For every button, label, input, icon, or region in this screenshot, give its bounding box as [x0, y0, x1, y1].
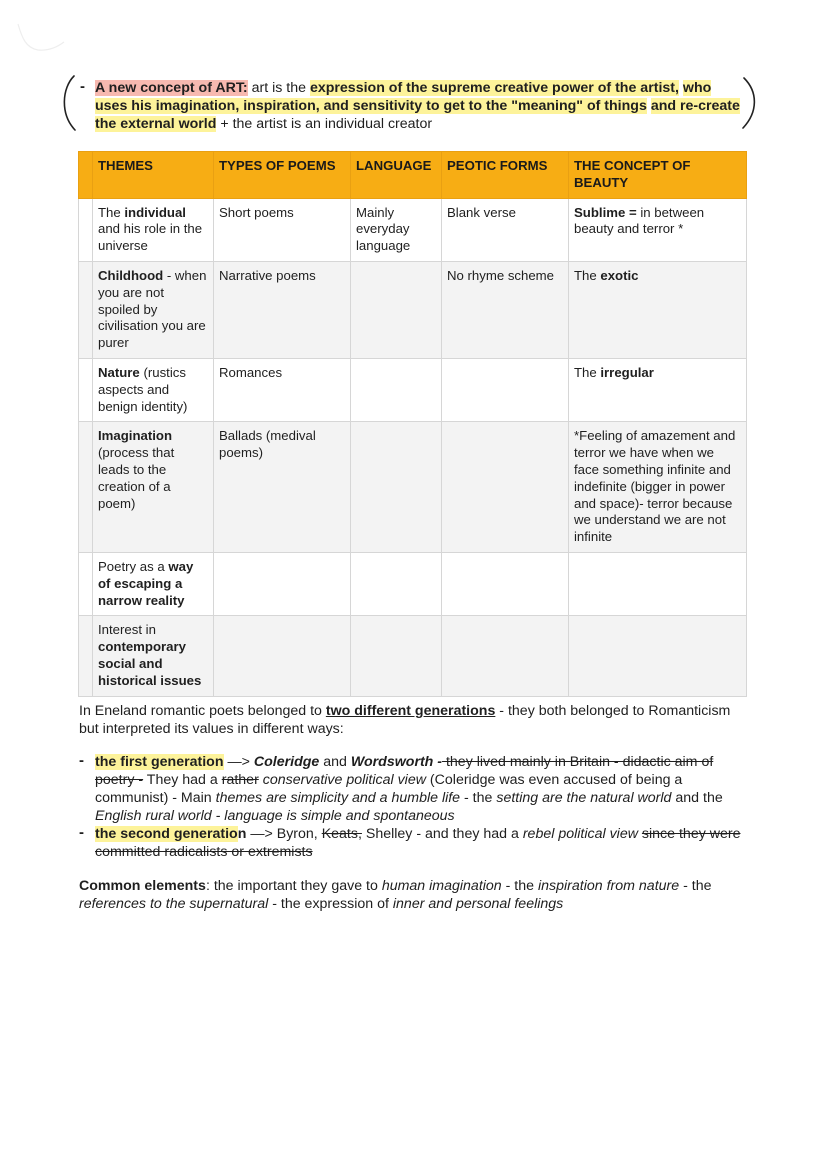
- first-gen-arrow: —>: [223, 754, 254, 770]
- cell-text-b: irregular: [600, 364, 654, 380]
- cell-beauty: [569, 261, 747, 358]
- second-gen-label: the second generatio: [95, 826, 238, 842]
- row-stub: [79, 552, 93, 615]
- first-gen-and: and: [319, 754, 351, 770]
- common-t1: : the important they gave to: [205, 878, 382, 894]
- table-row: [79, 616, 747, 696]
- first-gen-label: the first generation: [95, 754, 224, 770]
- bullet: -: [79, 824, 84, 841]
- table-row: [79, 198, 747, 261]
- cell-types: Ballads (medival poems): [214, 422, 351, 553]
- table-row: [79, 358, 747, 421]
- cell-text-b: Nature: [98, 364, 140, 380]
- cell-text-b: Imagination: [98, 428, 172, 444]
- cell-text-post: and his role in the universe: [98, 221, 203, 254]
- common-t4: - the expression of: [268, 896, 393, 912]
- table-row: [79, 422, 747, 553]
- cell-forms: [442, 358, 569, 421]
- generations-list: [79, 753, 744, 861]
- strike-keats: Keats,: [321, 826, 362, 842]
- cell-beauty: [569, 198, 747, 261]
- row-stub: [79, 198, 93, 261]
- poet-wordsworth: Wordsworth -: [350, 754, 443, 770]
- concept-label: A new concept of ART:: [95, 80, 248, 96]
- header-language: LANGUAGE: [351, 152, 442, 199]
- header-types: TYPES OF POEMS: [214, 152, 351, 199]
- gen-intro-bold: two different generations: [325, 703, 496, 719]
- cell-types: Short poems: [214, 198, 351, 261]
- first-gen-i2: themes are simplicity and a humble life: [215, 790, 461, 806]
- cell-text-pre: Poetry as a: [98, 558, 169, 574]
- cell-language: [351, 616, 442, 696]
- first-gen-t3: (Coleridge was even accused of being a communist) - Main: [95, 772, 683, 806]
- cell-beauty: [569, 616, 747, 696]
- first-gen-t5: and the: [671, 790, 723, 806]
- poet-coleridge: Coleridge: [253, 754, 320, 770]
- cell-themes: [93, 261, 214, 358]
- table-row: [79, 552, 747, 615]
- common-i4: inner and personal feelings: [392, 896, 564, 912]
- first-gen-i3: setting are the natural world: [496, 790, 672, 806]
- cell-themes: [93, 422, 214, 553]
- cell-beauty: [569, 422, 747, 553]
- strike-text-2: rather: [221, 772, 259, 788]
- common-i2: inspiration from nature: [537, 878, 680, 894]
- row-stub: [79, 422, 93, 553]
- cell-types: Narrative poems: [214, 261, 351, 358]
- cell-beauty: [569, 552, 747, 615]
- header-beauty: THE CONCEPT OF BEAUTY: [569, 152, 747, 199]
- cell-language: [351, 552, 442, 615]
- cell-text-pre: *Feeling of amazement and terror we have when we face something infinite and indefinite (bigger in power and space)- terror because we understand we are not infinite: [574, 428, 736, 545]
- intro-text-2: + the artist is an individual creator: [216, 116, 433, 132]
- strike-text-3: since they were committed radicalists or extremists: [95, 826, 741, 860]
- cell-forms: [442, 422, 569, 553]
- intro-text-1: art is the: [247, 80, 310, 96]
- strike-text-1: they lived mainly in Britain - didactic aim of poetry -: [95, 754, 714, 788]
- header-stub: [79, 152, 93, 199]
- highlight-3: and re-create the external world: [95, 98, 740, 132]
- common-label: Common elements: [79, 878, 206, 894]
- intro-paragraph: [95, 79, 740, 133]
- cell-themes: [93, 616, 214, 696]
- header-themes: THEMES: [93, 152, 214, 199]
- cell-text-b: contemporary social and historical issues: [98, 639, 202, 688]
- gen-intro-pre: In Eneland romantic poets belonged to: [79, 703, 326, 719]
- cell-forms: [442, 552, 569, 615]
- gen-intro-post: - they both belonged to Romanticism but interpreted its values in different ways:: [79, 703, 731, 737]
- intro-block: [60, 74, 760, 138]
- cell-text-post: (rustics aspects and benign identity): [98, 364, 188, 414]
- table-row: [79, 261, 747, 358]
- cell-language: [351, 261, 442, 358]
- common-t2: - the: [501, 878, 538, 894]
- cell-text-post: in between beauty and terror *: [574, 204, 705, 237]
- cell-forms: Blank verse: [442, 198, 569, 261]
- second-gen-i1: rebel political view: [522, 826, 638, 842]
- first-gen-i1: conservative political view: [262, 772, 426, 788]
- cell-text-pre: The: [98, 204, 125, 220]
- cell-text-pre: The: [574, 364, 601, 380]
- cell-language: [351, 358, 442, 421]
- right-parenthesis-mark: [740, 74, 760, 134]
- list-item-second-generation: [79, 825, 744, 861]
- cell-text-b: Childhood: [98, 267, 164, 283]
- cell-language: [351, 422, 442, 553]
- cell-types: [214, 616, 351, 696]
- common-elements: [79, 877, 744, 913]
- cell-types: [214, 552, 351, 615]
- romanticism-table: [78, 151, 747, 697]
- cell-text-b: Sublime =: [574, 204, 637, 220]
- second-gen-t1: Shelley - and they had a: [361, 826, 523, 842]
- bullet: -: [79, 752, 84, 769]
- intro-bullet: -: [80, 78, 85, 95]
- row-stub: [79, 261, 93, 358]
- cell-language: Mainly everyday language: [351, 198, 442, 261]
- cell-beauty: [569, 358, 747, 421]
- common-i1: human imagination: [381, 878, 502, 894]
- cell-types: Romances: [214, 358, 351, 421]
- first-gen-t4: - the: [460, 790, 497, 806]
- cell-text-pre: Interest in: [98, 622, 156, 638]
- common-t3: - the: [679, 878, 712, 894]
- second-gen-arrow: —> Byron,: [246, 826, 322, 842]
- cell-themes: [93, 358, 214, 421]
- cell-themes: [93, 552, 214, 615]
- cell-text-post: - when you are not spoiled by civilisation you are purer: [98, 267, 207, 351]
- generations-intro: [79, 702, 739, 738]
- cell-text-b: individual: [124, 204, 186, 220]
- cell-text-post: (process that leads to the creation of a poem): [98, 445, 175, 511]
- header-forms: PEOTIC FORMS: [442, 152, 569, 199]
- common-i3: references to the supernatural: [79, 896, 269, 912]
- highlight-1: expression of the supreme creative power of the artist,: [309, 80, 679, 96]
- left-parenthesis-mark: [60, 74, 80, 134]
- cell-forms: [442, 616, 569, 696]
- cell-forms: No rhyme scheme: [442, 261, 569, 358]
- cell-text-b: exotic: [600, 267, 639, 283]
- second-gen-label-tail: n: [237, 826, 247, 842]
- row-stub: [79, 358, 93, 421]
- row-stub: [79, 616, 93, 696]
- corner-scribble: [12, 18, 72, 63]
- cell-text-b: way of escaping a narrow reality: [98, 558, 194, 608]
- first-gen-t1: They had a: [143, 772, 222, 788]
- table-header-row: [79, 152, 747, 199]
- highlight-2: who uses his imagination, inspiration, and sensitivity to get to the "meaning" of things: [95, 80, 712, 114]
- first-gen-i4: English rural world - language is simple and spontaneous: [95, 808, 455, 824]
- cell-text-pre: The: [574, 267, 601, 283]
- list-item-first-generation: [79, 753, 744, 825]
- cell-themes: [93, 198, 214, 261]
